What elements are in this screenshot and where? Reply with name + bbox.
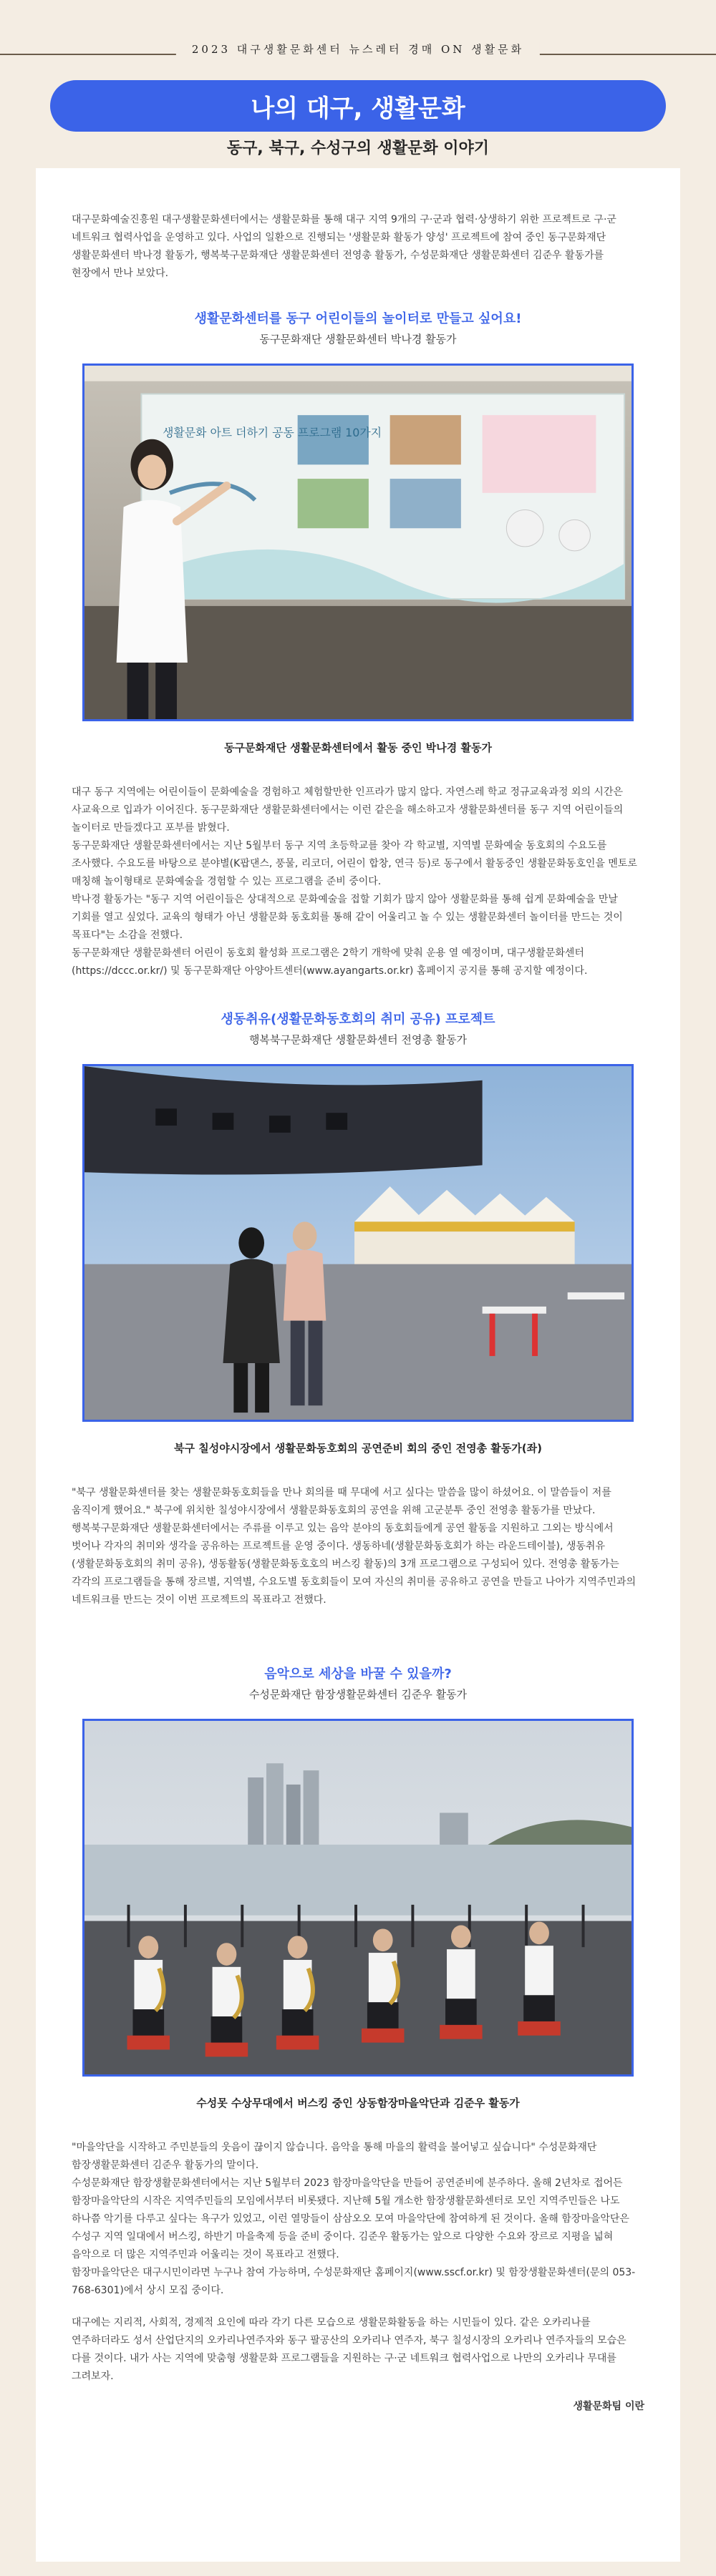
photo-caption: 북구 칠성야시장에서 생활문화동호회의 공연준비 회의 중인 전영총 활동가(좌) bbox=[174, 1442, 542, 1455]
author-signature: 생활문화팀 이란 bbox=[573, 2401, 644, 2412]
photo-caption: 수성못 수상무대에서 버스킹 중인 상동함장마을악단과 김준우 활동가 bbox=[196, 2097, 520, 2109]
paragraph: 대구에는 지리적, 사회적, 경제적 요인에 따라 각기 다른 모습으로 생활문화활동을 하는 시민들이 있다. 같은 오카리나를 연주하더라도 성서 산업단지의 오카리나연주자와 동구 팔공산의 오카리나 연주자, 북구 칠성시장의 오카리나 연주자들의 모습은 다를 것이다. 내가 사는 지역에 맞춤형 생활문화 프로그램들을 지원하는 구·군 네트워크 협력사업으로 나만의 오카리나 무대를 그려보자. bbox=[72, 2317, 626, 2382]
intro-section bbox=[72, 211, 644, 283]
paragraph: 수성문화재단 함장생활문화센터에서는 지난 5월부터 2023 함장마을악단을 만들어 공연준비에 분주하다. 올해 2년차로 접어든 함장마을악단의 시작은 지역주민들의 모임에서부터 비롯됐다. 지난해 5월 개소한 함장생활문화센터로 모인 지역주민들은 나도 하나쯤 악기를 다루고 싶다는 욕구가 있었고, 이런 열망들이 삼삼오오 모여 마을악단에 참여하게 된 것이다. 올해 함장마을악단은 수성구 지역 일대에서 버스킹, 하반기 마을축제 등을 준비 중이다. 김준우 활동가는 앞으로 다양한 수요와 장르로 지평을 넓혀 음악으로 더 많은 지역주민과 어울리는 것이 목표라고 전했다. bbox=[72, 2177, 629, 2260]
section-title: 생동취유(생활문화동호회의 취미 공유) 프로젝트 bbox=[221, 1012, 495, 1027]
paragraph: 대구 동구 지역에는 어린이들이 문화예술을 경험하고 체험할만한 인프라가 많지 않다. 자연스레 학교 정규교육과정 외의 시간은 사교육으로 입과가 이어진다. 동구문화재단 생활문화센터에서는 이런 같은을 해소하고자 생활문화센터를 동구 지역 어린이들의 놀이터로 만들겠다고 포부를 밝혔다. bbox=[72, 786, 624, 834]
section-subtitle: 동구문화재단 생활문화센터 박나경 활동가 bbox=[259, 333, 457, 346]
paragraph: "북구 생활문화센터를 찾는 생활문화동호회들을 만나 회의를 때 무대에 서고 싶다는 말씀을 많이 하셨어요. 이 말씀들이 저를 움직이게 했어요." 북구에 위치한 칠성야시장에서 생활문화동호회의 공연을 위해 고군분투 중인 전영총 활동가를 만났다. bbox=[72, 1487, 611, 1516]
photo-caption: 동구문화재단 생활문화센터에서 활동 중인 박나경 활동가 bbox=[224, 741, 492, 754]
paragraph: 행복북구문화재단 생활문화센터에서는 주류를 이루고 있는 음악 분야의 동호회들에게 공연 활동을 지원하고 그외는 방식에서 벗어나 각자의 취미와 생각을 공유하는 프로젝트를 운영 중이다. 생동하네(생활문화동호회가 하는 라운드테이블), 생동취유(생활문화동호회의 취미 공유), 생동활동(생활문화동호호의 버스킹 활동)의 3개 프로그램으로 구성되어 있다. 전영총 활동가는 각각의 프로그램들을 통해 장르별, 지역별, 수요도별 동호회들이 모여 자신의 취미를 공유하고 공연을 만들고 나아가 지역주민과의 네트워크를 만드는 것이 이번 프로젝트의 목표라고 전했다. bbox=[72, 1523, 636, 1606]
section-subtitle: 수성문화재단 함장생활문화센터 김준우 활동가 bbox=[248, 1688, 468, 1701]
intro-paragraph: 대구문화예술진흥원 대구생활문화센터에서는 생활문화를 통해 대구 지역 9개의 구·군과 협력·상생하기 위한 프로젝트로 구·군 네트워크 협력사업을 운영하고 있다. 사업의 일환으로 진행되는 '생활문화 활동가 양성' 프로젝트에 참여 중인 동구문화재단 생활문화센터 박나경 활동가, 행복북구문화재단 생활문화센터 전영총 활동가, 수성문화재단 생활문화센터 김준우 활동가를 현장에서 만나 보았다. bbox=[72, 214, 616, 279]
article-card bbox=[36, 168, 680, 2562]
newsletter-header-title: 2023 대구생활문화센터 뉴스레터 경매 ON 생활문화 bbox=[176, 42, 540, 57]
page-title: 나의 대구, 생활문화 bbox=[50, 80, 666, 132]
section-paragraphs bbox=[72, 784, 644, 980]
exhibition-photo bbox=[82, 364, 634, 721]
section-buk-gu bbox=[72, 1009, 644, 1609]
section-title: 음악으로 세상을 바꿀 수 있을까? bbox=[264, 1667, 452, 1682]
section-title: 생활문화센터를 동구 어린이들의 놀이터로 만들고 싶어요! bbox=[194, 311, 522, 326]
lakeside-band-photo-icon bbox=[84, 1721, 632, 2074]
exhibition-panel-text: 생활문화 아트 더하기 공동 프로그램 10가지 bbox=[163, 425, 382, 439]
market-stage-photo-icon bbox=[84, 1066, 632, 1420]
paragraph: 동구문화재단 생활문화센터에서는 지난 5월부터 동구 지역 초등학교를 찾아 각 학교별, 지역별 문화예술 동호회의 수요도를 조사했다. 수요도를 바탕으로 분야별(K팝댄스, 풍물, 리코더, 어린이 합창, 연극 등)로 동구에서 활동중인 생활문화동호인을 멘토로 매칭해 놀이형태로 문화예술을 경험할 수 있는 프로그램을 준비 중이다. bbox=[72, 840, 637, 887]
section-dong-gu bbox=[72, 308, 644, 980]
paragraph: "마을악단을 시작하고 주민분들의 웃음이 끊이지 않습니다. 음악을 통해 마을의 활력을 불어넣고 싶습니다" 수성문화재단 함장생활문화센터 김준우 활동가의 말이다. bbox=[72, 2142, 597, 2171]
paragraph: 동구문화재단 생활문화센터 어린이 동호회 활성화 프로그램은 2학기 개학에 맞춰 운용 열 예정이며, 대구생활문화센터(https://dccc.or.kr/) 및 동구문화재단 아양아트센터(www.ayangarts.or.kr) 홈페이지 공지를 통해 공지할 예정이다. bbox=[72, 947, 588, 977]
section-paragraphs bbox=[72, 1484, 644, 1609]
paragraph: 함장마을악단은 대구시민이라면 누구나 참여 가능하며, 수성문화재단 홈페이지(www.sscf.or.kr) 및 함장생활문화센터(문의 053-768-6301)에서 상시 모집 중이다. bbox=[72, 2267, 636, 2296]
page-subtitle: 동구, 북구, 수성구의 생활문화 이야기 bbox=[226, 140, 490, 157]
section-subtitle: 행복북구문화재단 생활문화센터 전영총 활동가 bbox=[248, 1033, 468, 1046]
section-paragraphs bbox=[72, 2139, 644, 2386]
section-suseong-gu bbox=[72, 1664, 644, 2413]
paragraph: 박나경 활동가는 "동구 지역 어린이들은 상대적으로 문화예술을 접할 기회가 많지 않아 생활문화를 통해 쉽게 문화예술을 만날 기회를 열고 싶었다. 교육의 형태가 아닌 생활문화 동호회를 통해 같이 어울리고 놀 수 있는 생활문화센터 놀이터를 만드는 것이 목표다"는 소감을 전했다. bbox=[72, 894, 623, 941]
lakeside-band-photo bbox=[82, 1719, 634, 2077]
market-stage-photo bbox=[82, 1064, 634, 1422]
exhibition-photo-icon bbox=[84, 366, 632, 719]
